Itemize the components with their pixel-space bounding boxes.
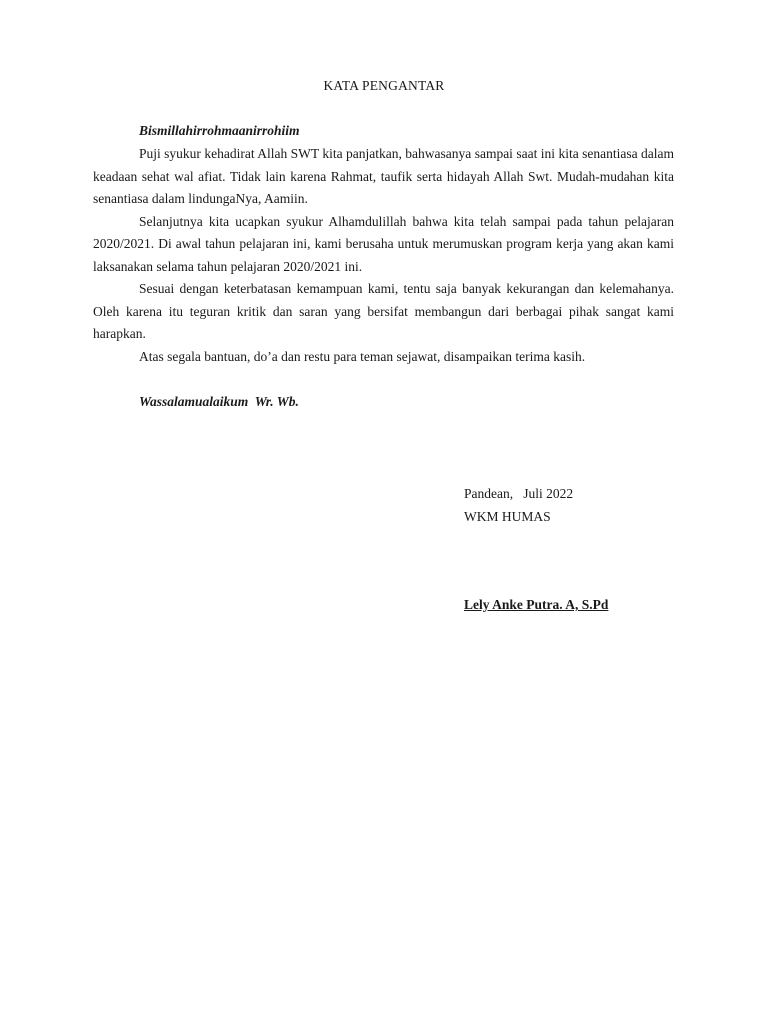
paragraph-4: Atas segala bantuan, do’a dan restu para teman sejawat, disampaikan terima kasih. bbox=[139, 348, 586, 364]
signature-block bbox=[464, 483, 573, 528]
paragraph-1: Puji syukur kehadirat Allah SWT kita panjatkan, bahwasanya sampai saat ini kita senantiasa dalam keadaan sehat wal afiat. Tidak lain karena Rahmat, taufik serta hidayah Allah Swt. Mudah-mudahan kita senantiasa dalam lindungaNya, Aamiin. bbox=[93, 146, 674, 206]
opening-greeting: Bismillahirrohmaanirrohiim bbox=[139, 123, 300, 138]
signature-name: Lely Anke Putra. A, S.Pd bbox=[464, 597, 609, 612]
closing-greeting: Wassalamualaikum Wr. Wb. bbox=[139, 394, 299, 409]
paragraph-2: Selanjutnya kita ucapkan syukur Alhamdulillah bahwa kita telah sampai pada tahun pelajaran 2020/2021. Di awal tahun pelajaran ini, kami berusaha untuk merumuskan program kerja yang akan kami laksanakan selama tahun pelajaran 2020/2021 ini. bbox=[93, 213, 674, 274]
signature-place-date: Pandean, Juli 2022 bbox=[464, 486, 574, 501]
page-title: KATA PENGANTAR bbox=[323, 78, 445, 93]
body-text bbox=[93, 143, 674, 368]
signature-position: WKM HUMAS bbox=[464, 508, 551, 524]
paragraph-3: Sesuai dengan keterbatasan kemampuan kami, tentu saja banyak kekurangan dan kelemahanya. Oleh karena itu teguran kritik dan saran yang bersifat membangun dari berbagai pihak sangat kami harapkan. bbox=[93, 281, 674, 341]
